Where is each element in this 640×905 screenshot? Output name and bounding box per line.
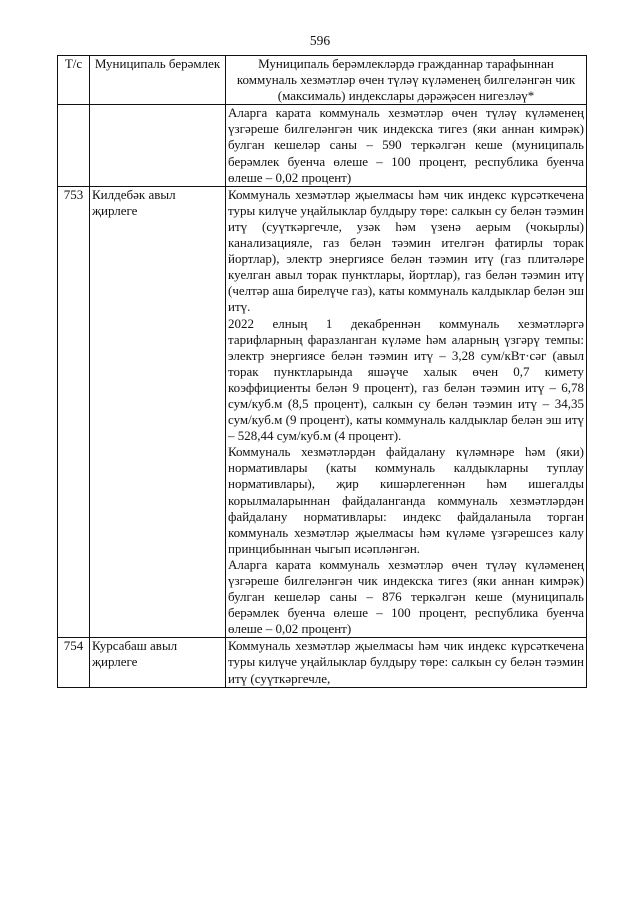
row-justification [226,105,587,186]
row-municipality [90,105,226,186]
paragraph: Коммуналь хезмәтләр җыелмасы һәм чик индекс күрсәткечена туры килүче уңайлыклар булдыру төре: салкын су белән тәэмин итү (суүткәргечле, узәк һәм үзенә аерым (чокырлы) канализацияле, газ белән тәэмин ителгән фатирлы торак йортлар), электр энергиясе белән тәэмин итү (газ плитәләре куелган авыл торак пунктлары, йортлар), газ белән тәэмин итү (челтәр аша бирелүче газ), каты коммуналь калдыклар белән эш итү. [228,186,584,315]
row-justification [226,186,587,638]
header-justification: Муниципаль берәмлекләрдә гражданнар тарафыннан коммуналь хезмәтләр өчен түләү күләменең билгеләнгән чик (максималь) индекслары дәрәҗәсен нигезләү* [226,56,587,105]
paragraph: Аларга карата коммуналь хезмәтләр өчен түләү күләменең үзгәреше билгеләнгән чик индекска тигез (яки аннан кимрәк) булган кешеләр саны – 590 теркәлгән кеше (муниципаль берәмлек буенча өлеше – 100 процент, республика буенча өлеше – 0,02 процент) [228,105,584,185]
paragraph: Коммуналь хезмәтләр җыелмасы һәм чик индекс күрсәткечена туры килүче уңайлыклар булдыру төре: салкын су белән тәэмин итү (суүткәргечле, [228,638,584,686]
table-row [58,638,587,687]
page-number: 596 [309,33,331,48]
paragraph: 2022 елның 1 декабреннән коммуналь хезмәтләргә тарифларның фаразланган күләме һәм аларның үзгәрү темпы: электр энергиясе белән тәэмин итү – 3,28 сум/кВт·сәг (авыл торак пунктларында яшәүче халык өчен 0,7 кимету коэффициенты белән 9 процент), газ белән тәэмин итү – 6,78 сум/куб.м (8,5 процент), салкын су белән тәэмин итү – 34,35 сум/куб.м (9 процент), каты коммуналь калдыклар белән эш итү – 528,44 сум/куб.м (4 процент). [228,315,584,444]
paragraph: Коммуналь хезмәтләрдән файдалану күләмнәре һәм (яки) нормативлары (каты коммуналь калдыкларны туплау нормативлары), җир кишәрлегеннән һәм ишегалды корылмаларыннан файдаланганда коммуналь хезмәтләрдән файдалану нормативлары: индекс файдаланыла торган коммуналь хезмәтләр җыелмасы һәм күләме үзгәрешсез калу принцибыннан чыгып исәпләнгән. [228,444,584,556]
row-number: 753 [58,186,90,638]
table-row [58,105,587,186]
row-number: 754 [58,638,90,687]
row-municipality: Курсабаш авыл җирлеге [90,638,226,687]
header-number: Т/с [58,56,90,105]
header-municipality: Муниципаль берәмлек [90,56,226,105]
paragraph: Аларга карата коммуналь хезмәтләр өчен түләү күләменең үзгәреше билгеләнгән чик индекска тигез (яки аннан кимрәк) булган кешеләр саны – 876 теркәлгән кеше (муниципаль берәмлек буенча өлеше – 100 процент, республика буенча өлеше – 0,02 процент) [228,556,584,637]
municipal-index-table [57,55,587,688]
row-municipality: Килдебәк авыл җирлеге [90,186,226,638]
table-header-row [58,56,587,105]
row-justification [226,638,587,687]
row-number [58,105,90,186]
table-row [58,186,587,638]
